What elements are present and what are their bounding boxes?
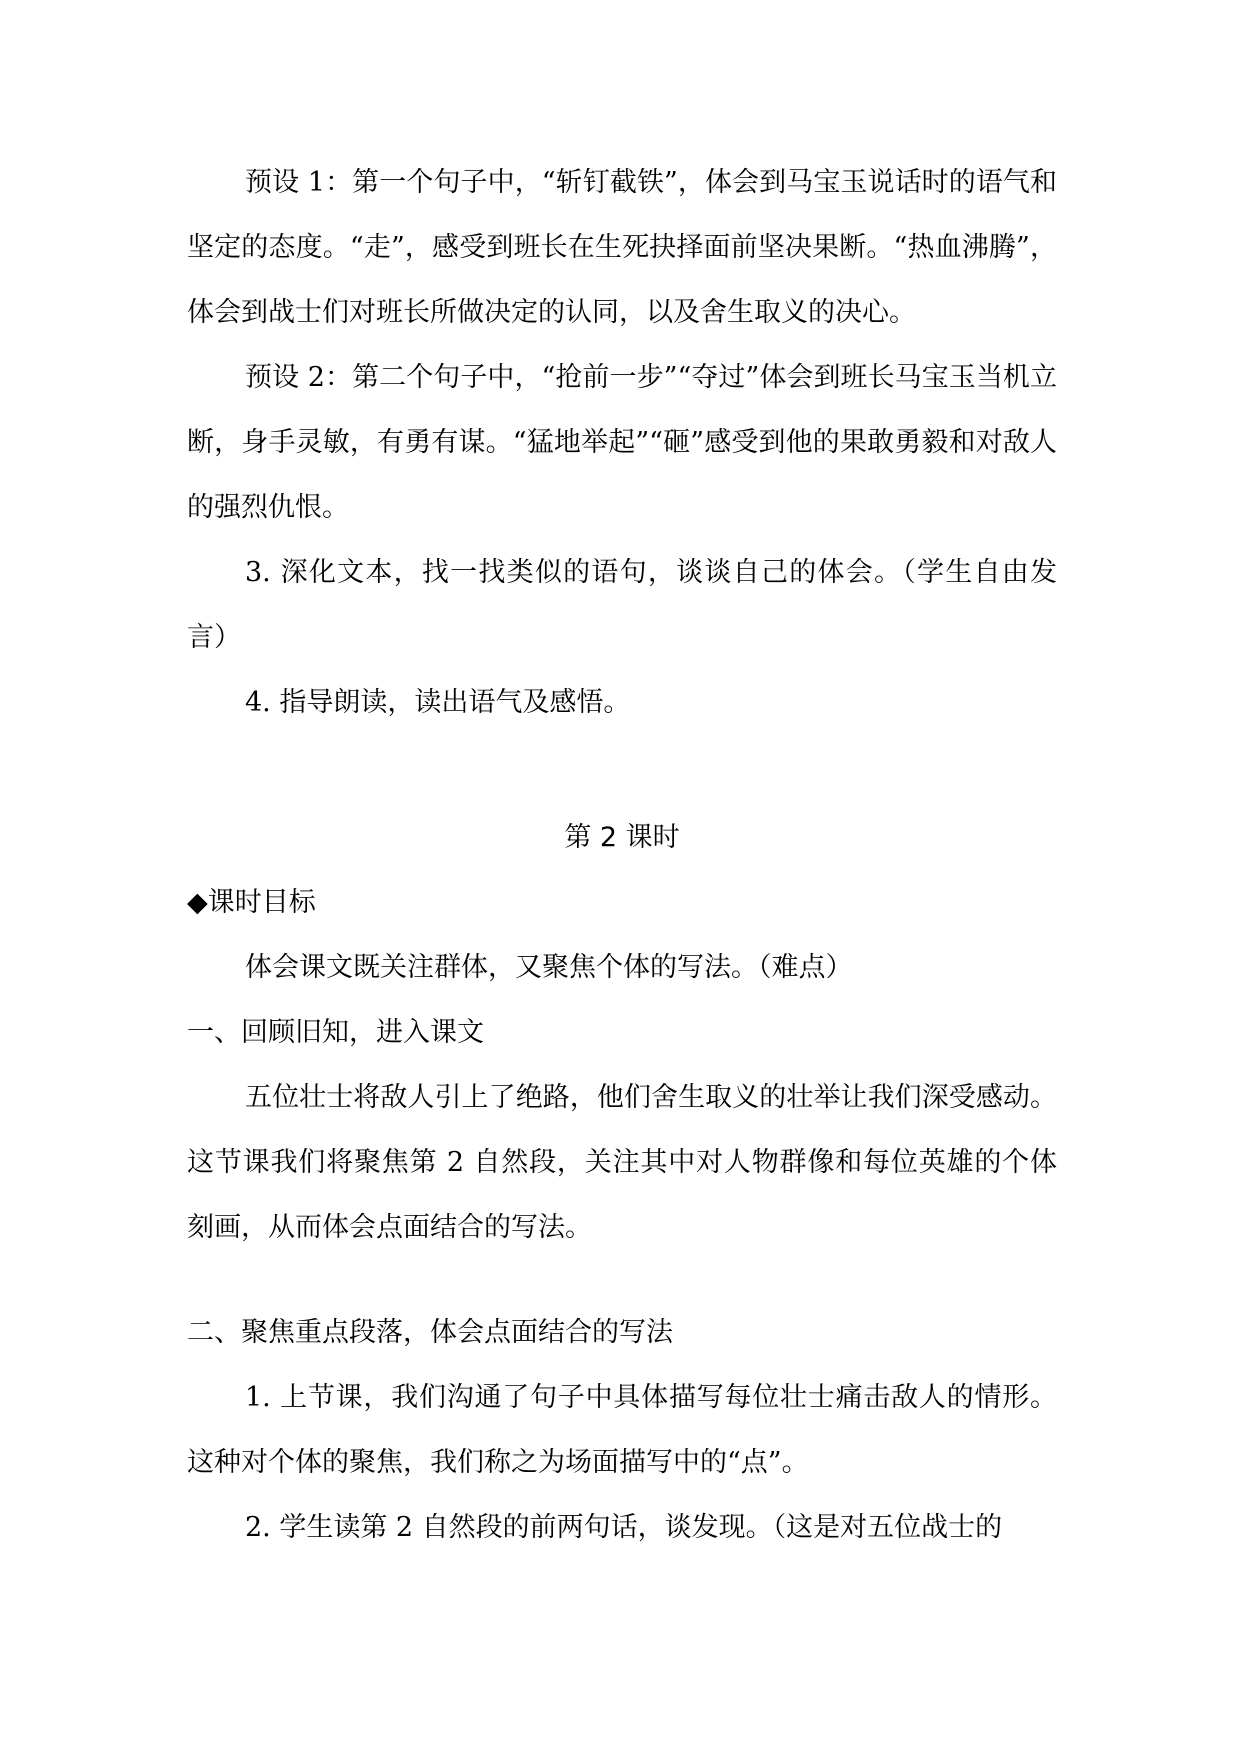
section-1-heading: 一、回顾旧知，进入课文 xyxy=(187,1017,484,1048)
lesson-title: 第 2 课时 xyxy=(564,822,680,853)
spacer xyxy=(187,735,1057,805)
section-1-text: 五位壮士将敌人引上了绝路，他们舍生取义的壮举让我们深受感动。这节课我们将聚焦第 2 自然段，关注其中对人物群像和每位英雄的个体刻画，从而体会点面结合的写法。 xyxy=(187,1082,1057,1243)
section-2-item-1: 1. 上节课，我们沟通了句子中具体描写每位壮士痛击敌人的情形。这种对个体的聚焦，我们称之为场面描写中的“点”。 xyxy=(187,1382,1057,1478)
paragraph-step-4: 4. 指导朗读，读出语气及感悟。 xyxy=(245,687,631,718)
paragraph-preset-1: 预设 1：第一个句子中，“斩钉截铁”，体会到马宝玉说话时的语气和坚定的态度。“走”，感受到班长在生死抉择面前坚决果断。“热血沸腾”，体会到战士们对班长所做决定的认同，以及舍生取义的决心。 xyxy=(187,167,1057,328)
lesson-goal-heading: ◆课时目标 xyxy=(187,887,316,918)
spacer xyxy=(187,1260,1057,1300)
paragraph-step-3: 3. 深化文本，找一找类似的语句，谈谈自己的体会。（学生自由发言） xyxy=(187,557,1057,653)
section-2-heading: 二、聚焦重点段落，体会点面结合的写法 xyxy=(187,1317,673,1348)
lesson-goal-text: 体会课文既关注群体，又聚焦个体的写法。（难点） xyxy=(245,952,853,983)
section-2-item-2: 2. 学生读第 2 自然段的前两句话，谈发现。（这是对五位战士的 xyxy=(245,1512,1003,1543)
document-page xyxy=(187,150,1057,1560)
paragraph-preset-2: 预设 2：第二个句子中，“抢前一步”“夺过”体会到班长马宝玉当机立断，身手灵敏，有勇有谋。“猛地举起”“砸”感受到他的果敢勇毅和对敌人的强烈仇恨。 xyxy=(187,362,1057,523)
